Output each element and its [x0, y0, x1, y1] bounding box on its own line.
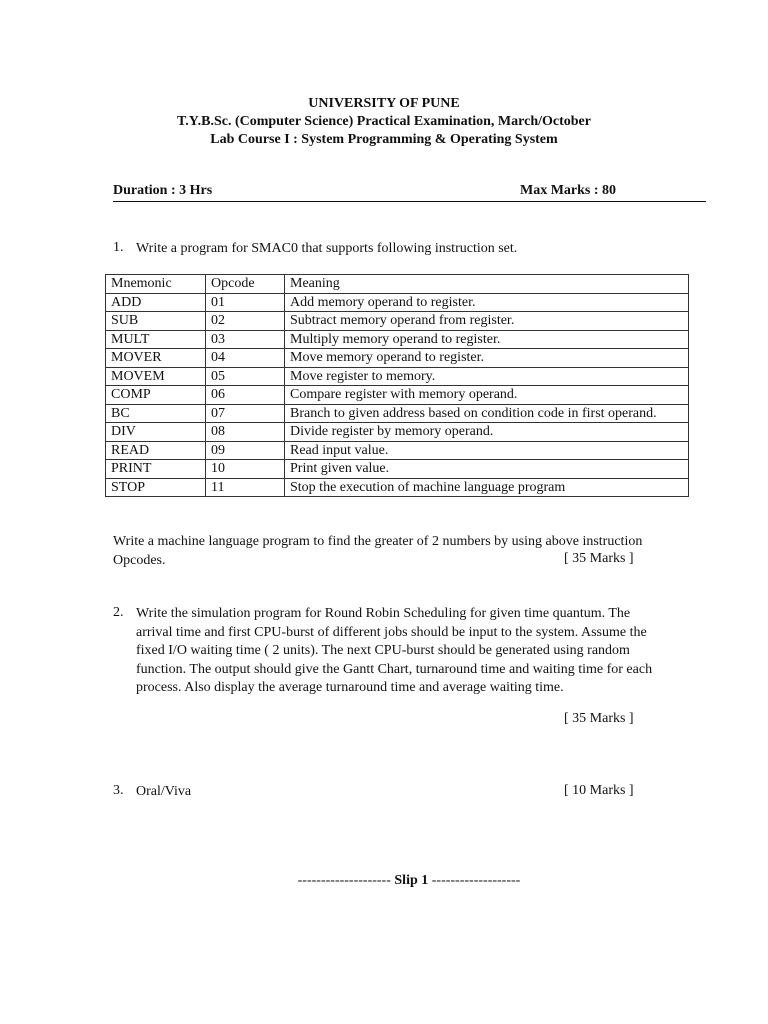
slip-dashes-left: --------------------: [297, 873, 391, 888]
table-row: [106, 312, 689, 331]
header-mnemonic: Mnemonic: [106, 275, 206, 294]
course-title: Lab Course I : System Programming & Operating System: [210, 132, 558, 147]
instruction-set-table: [105, 274, 689, 497]
mnemonic-cell: MOVEM: [106, 367, 206, 386]
table-row: [106, 349, 689, 368]
opcode-cell: 02: [206, 312, 285, 331]
opcode-cell: 05: [206, 367, 285, 386]
opcode-cell: 03: [206, 330, 285, 349]
meaning-cell: Read input value.: [285, 441, 689, 460]
table-row: [106, 460, 689, 479]
question-2-text: [136, 605, 652, 698]
meaning-cell: Stop the execution of machine language program: [285, 478, 689, 497]
mnemonic-cell: PRINT: [106, 460, 206, 479]
slip-label: Slip 1: [394, 873, 429, 888]
table-row: [106, 293, 689, 312]
opcode-cell: 01: [206, 293, 285, 312]
opcode-cell: 11: [206, 478, 285, 497]
table-row: [106, 478, 689, 497]
question-2-marks: [ 35 Marks ]: [564, 711, 634, 726]
mnemonic-cell: READ: [106, 441, 206, 460]
question-2-line: process. Also display the average turnaround time and average waiting time.: [136, 680, 564, 695]
meaning-cell: Divide register by memory operand.: [285, 423, 689, 442]
question-3-text: Oral/Viva: [136, 784, 192, 799]
opcode-cell: 09: [206, 441, 285, 460]
header-divider: [113, 201, 706, 202]
mnemonic-cell: COMP: [106, 386, 206, 405]
max-marks: Max Marks : 80: [520, 183, 617, 198]
question-2-line: function. The output should give the Gantt Chart, turnaround time and waiting time for each: [136, 661, 653, 677]
table-row: [106, 367, 689, 386]
question-2-line: arrival time and first CPU-burst of different jobs should be input to the system. Assume the: [136, 624, 647, 640]
duration: Duration : 3 Hrs: [113, 183, 213, 198]
mnemonic-cell: MOVER: [106, 349, 206, 368]
opcode-cell: 10: [206, 460, 285, 479]
table-row: [106, 423, 689, 442]
question-3-marks: [ 10 Marks ]: [564, 783, 634, 798]
meaning-cell: Compare register with memory operand.: [285, 386, 689, 405]
question-1-text: Write a program for SMAC0 that supports following instruction set.: [136, 241, 518, 256]
slip-dashes-right: -------------------: [431, 873, 521, 888]
question-2-number: 2.: [113, 605, 124, 620]
meaning-cell: Multiply memory operand to register.: [285, 330, 689, 349]
mnemonic-cell: ADD: [106, 293, 206, 312]
opcode-cell: 06: [206, 386, 285, 405]
table-row: [106, 404, 689, 423]
question-1-program-line-2: Opcodes.: [113, 552, 166, 568]
question-2-line: fixed I/O waiting time ( 2 units). The next CPU-burst should be generated using random: [136, 643, 630, 658]
meaning-cell: Move memory operand to register.: [285, 349, 689, 368]
mnemonic-cell: MULT: [106, 330, 206, 349]
slip-footer: [0, 873, 768, 889]
mnemonic-cell: SUB: [106, 312, 206, 331]
mnemonic-cell: DIV: [106, 423, 206, 442]
table-header-row: [106, 275, 689, 294]
meaning-cell: Move register to memory.: [285, 367, 689, 386]
header-opcode: Opcode: [206, 275, 285, 294]
question-1-marks: [ 35 Marks ]: [564, 551, 634, 566]
table-row: [106, 441, 689, 460]
table-row: [106, 386, 689, 405]
question-2-line: Write the simulation program for Round Robin Scheduling for given time quantum. The: [136, 606, 631, 621]
meaning-cell: Branch to given address based on condition code in first operand.: [285, 404, 689, 423]
question-1-program-line-1: Write a machine language program to find the greater of 2 numbers by using above instruction: [113, 534, 643, 549]
meaning-cell: Add memory operand to register.: [285, 293, 689, 312]
meaning-cell: Subtract memory operand from register.: [285, 312, 689, 331]
exam-title: T.Y.B.Sc. (Computer Science) Practical Examination, March/October: [177, 114, 591, 129]
meaning-cell: Print given value.: [285, 460, 689, 479]
table-row: [106, 330, 689, 349]
opcode-cell: 04: [206, 349, 285, 368]
header-meaning: Meaning: [285, 275, 689, 294]
mnemonic-cell: BC: [106, 404, 206, 423]
opcode-cell: 07: [206, 404, 285, 423]
university-title: UNIVERSITY OF PUNE: [308, 96, 460, 111]
opcode-cell: 08: [206, 423, 285, 442]
question-1-number: 1.: [113, 240, 124, 255]
question-3-number: 3.: [113, 783, 124, 798]
mnemonic-cell: STOP: [106, 478, 206, 497]
